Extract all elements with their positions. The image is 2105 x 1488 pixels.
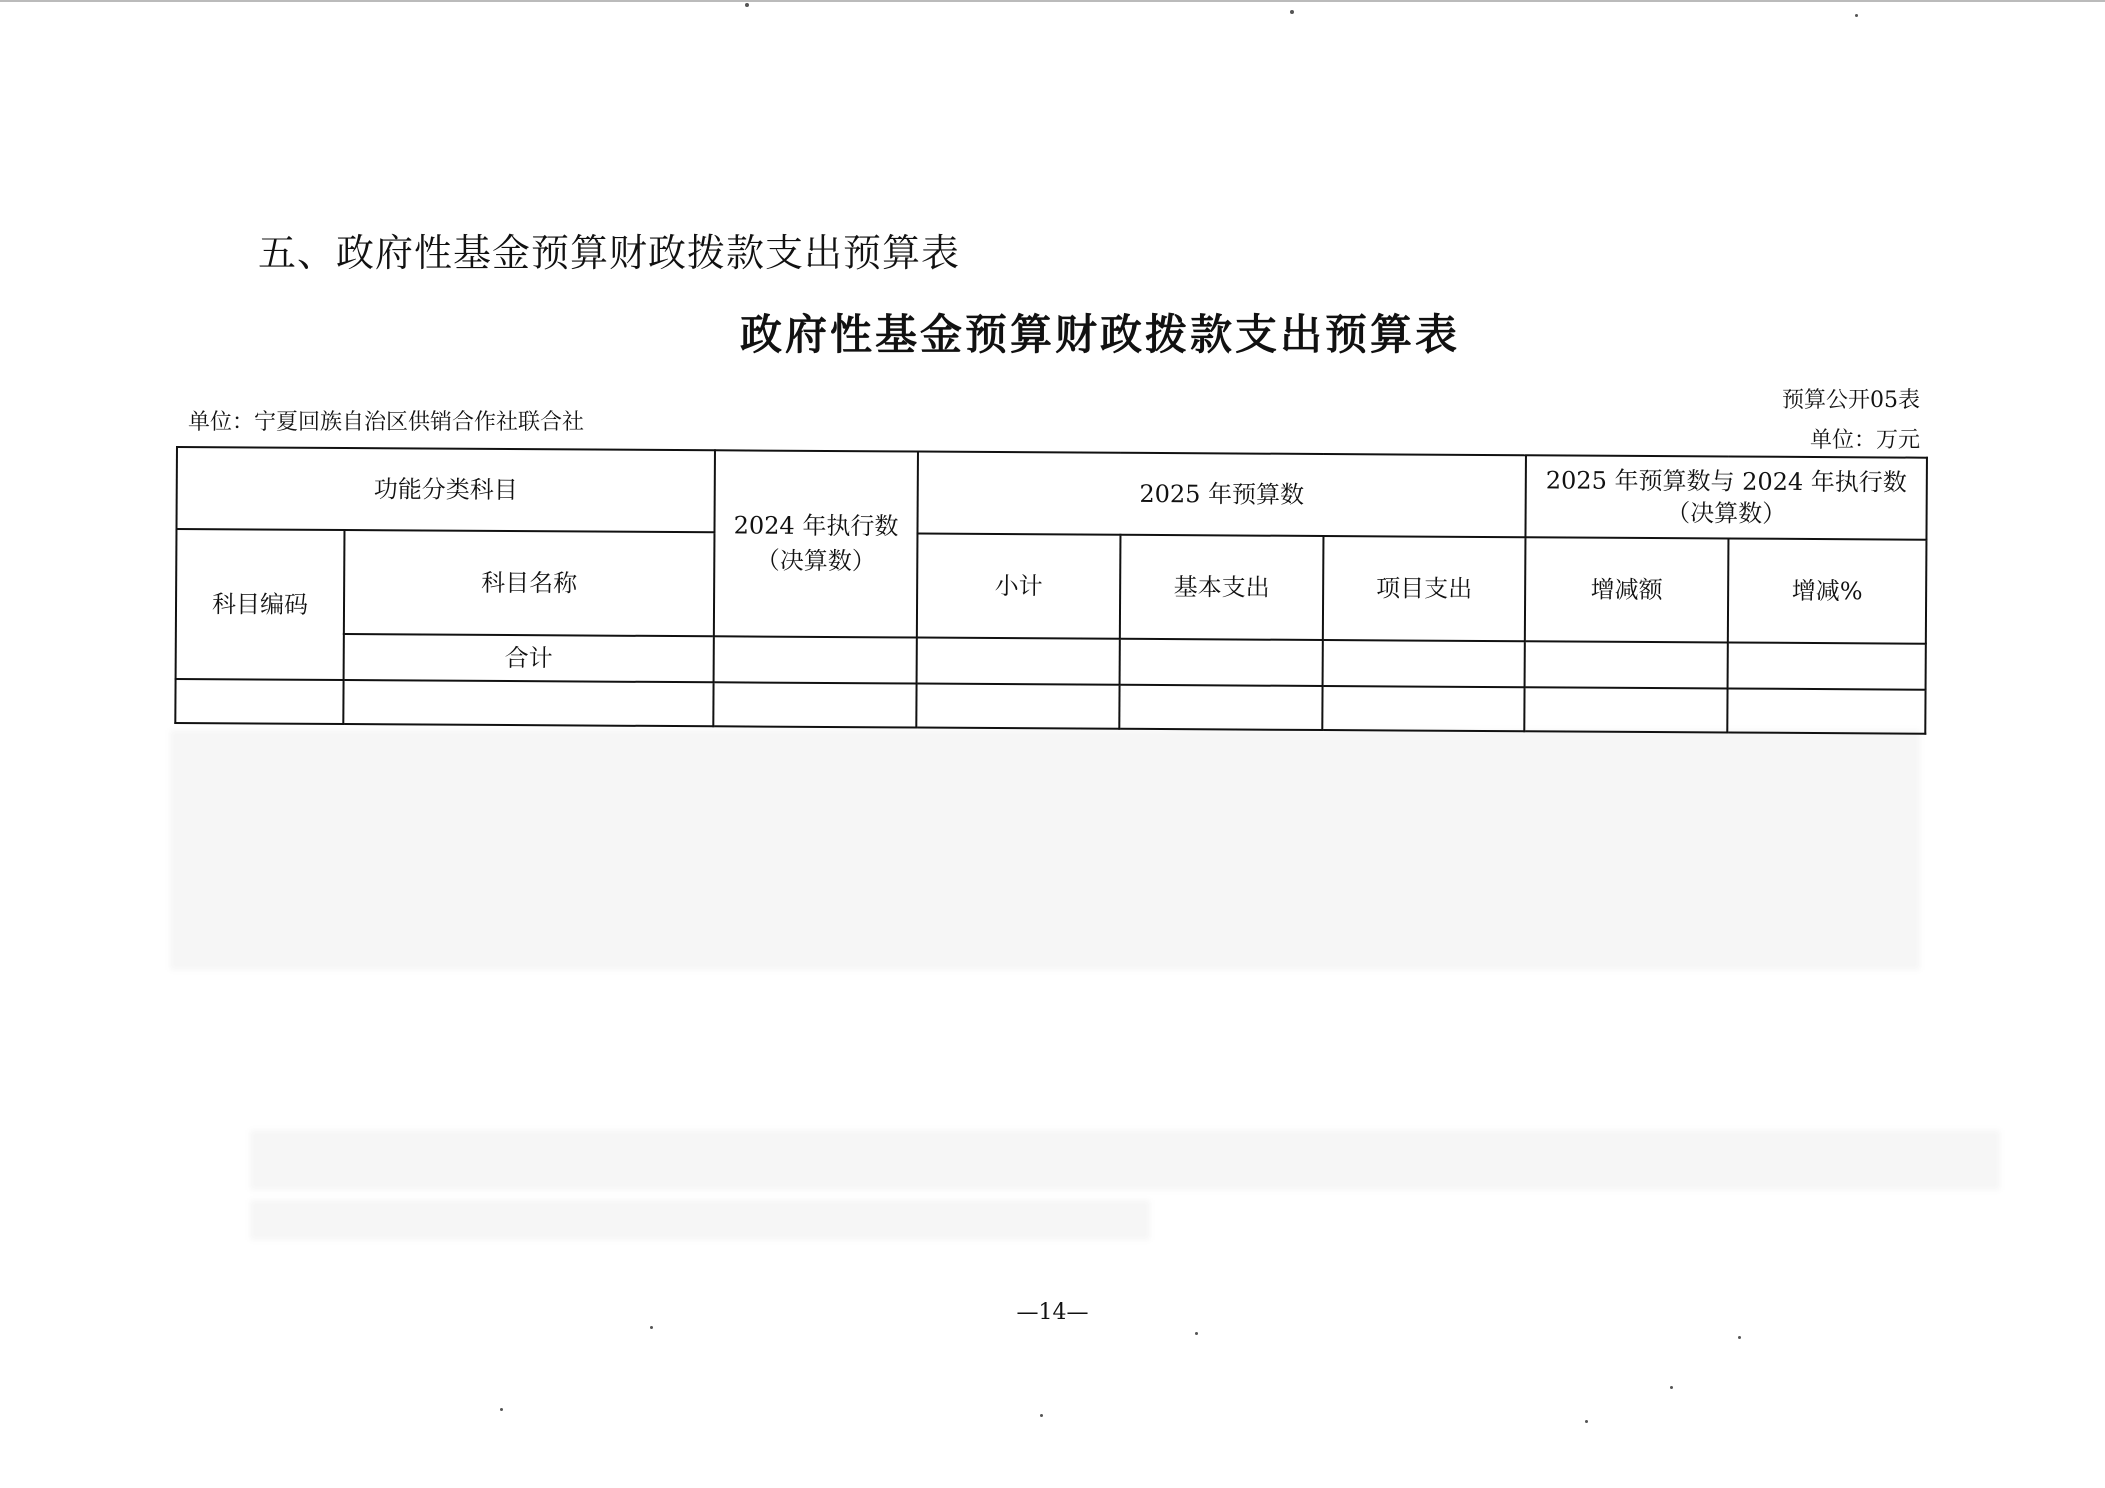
total-change-amount (1525, 641, 1728, 688)
scan-top-edge (0, 0, 2105, 2)
scan-speck (1855, 14, 1858, 17)
header-subject-code: 科目编码 (176, 529, 345, 680)
header-basic-expense: 基本支出 (1120, 535, 1324, 640)
row-change-amount (1524, 687, 1727, 732)
total-change-percent (1728, 642, 1926, 689)
bleed-through-shadow (250, 1130, 2000, 1190)
total-subtotal (917, 638, 1120, 685)
row-subject-code (175, 679, 343, 724)
section-heading: 五、政府性基金预算财政拨款支出预算表 (258, 231, 961, 275)
total-project-expense (1323, 640, 1525, 687)
reporting-unit: 单位：宁夏回族自治区供销合作社联合社 (188, 410, 585, 435)
page-number: —14— (1016, 1300, 1089, 1325)
header-subject-name: 科目名称 (344, 530, 715, 636)
row-exec-2024 (713, 682, 916, 727)
budget-table-container (174, 446, 1928, 735)
form-number: 预算公开05表 (1782, 388, 1920, 413)
row-basic-expense (1119, 685, 1322, 730)
document-title: 政府性基金预算财政拨款支出预算表 (740, 310, 1461, 359)
scan-speck (745, 3, 749, 7)
scan-speck (650, 1326, 653, 1329)
row-project-expense (1322, 686, 1524, 731)
total-basic-expense (1120, 639, 1323, 686)
budget-table (174, 446, 1928, 735)
row-subject-name (343, 680, 713, 726)
header-change-amount: 增减额 (1525, 537, 1729, 642)
header-change-group: 2025 年预算数与 2024 年执行数 （决算数） (1525, 455, 1927, 539)
row-subtotal (916, 684, 1119, 729)
header-exec-2024: 2024 年执行数 （决算数） (714, 450, 918, 637)
bleed-through-shadow (250, 1200, 1150, 1240)
header-functional-category: 功能分类科目 (176, 447, 714, 532)
row-change-percent (1727, 688, 1925, 733)
scan-speck (1195, 1332, 1198, 1335)
scan-speck (500, 1408, 503, 1411)
table-row (175, 679, 1925, 734)
currency-unit: 单位：万元 (1809, 428, 1920, 453)
scan-speck (1585, 1420, 1588, 1423)
header-project-expense: 项目支出 (1323, 536, 1526, 641)
header-change-percent: 增减% (1728, 538, 1927, 643)
total-label: 合计 (344, 634, 714, 682)
header-row (176, 447, 1926, 540)
scan-speck (1670, 1386, 1673, 1389)
scan-speck (1290, 10, 1294, 14)
header-row (176, 529, 1927, 644)
header-subtotal: 小计 (917, 534, 1121, 639)
header-budget-2025: 2025 年预算数 (917, 452, 1526, 538)
scan-speck (1738, 1336, 1741, 1339)
scan-speck (1040, 1414, 1043, 1417)
total-exec-2024 (714, 636, 917, 683)
bleed-through-shadow (170, 730, 1920, 970)
